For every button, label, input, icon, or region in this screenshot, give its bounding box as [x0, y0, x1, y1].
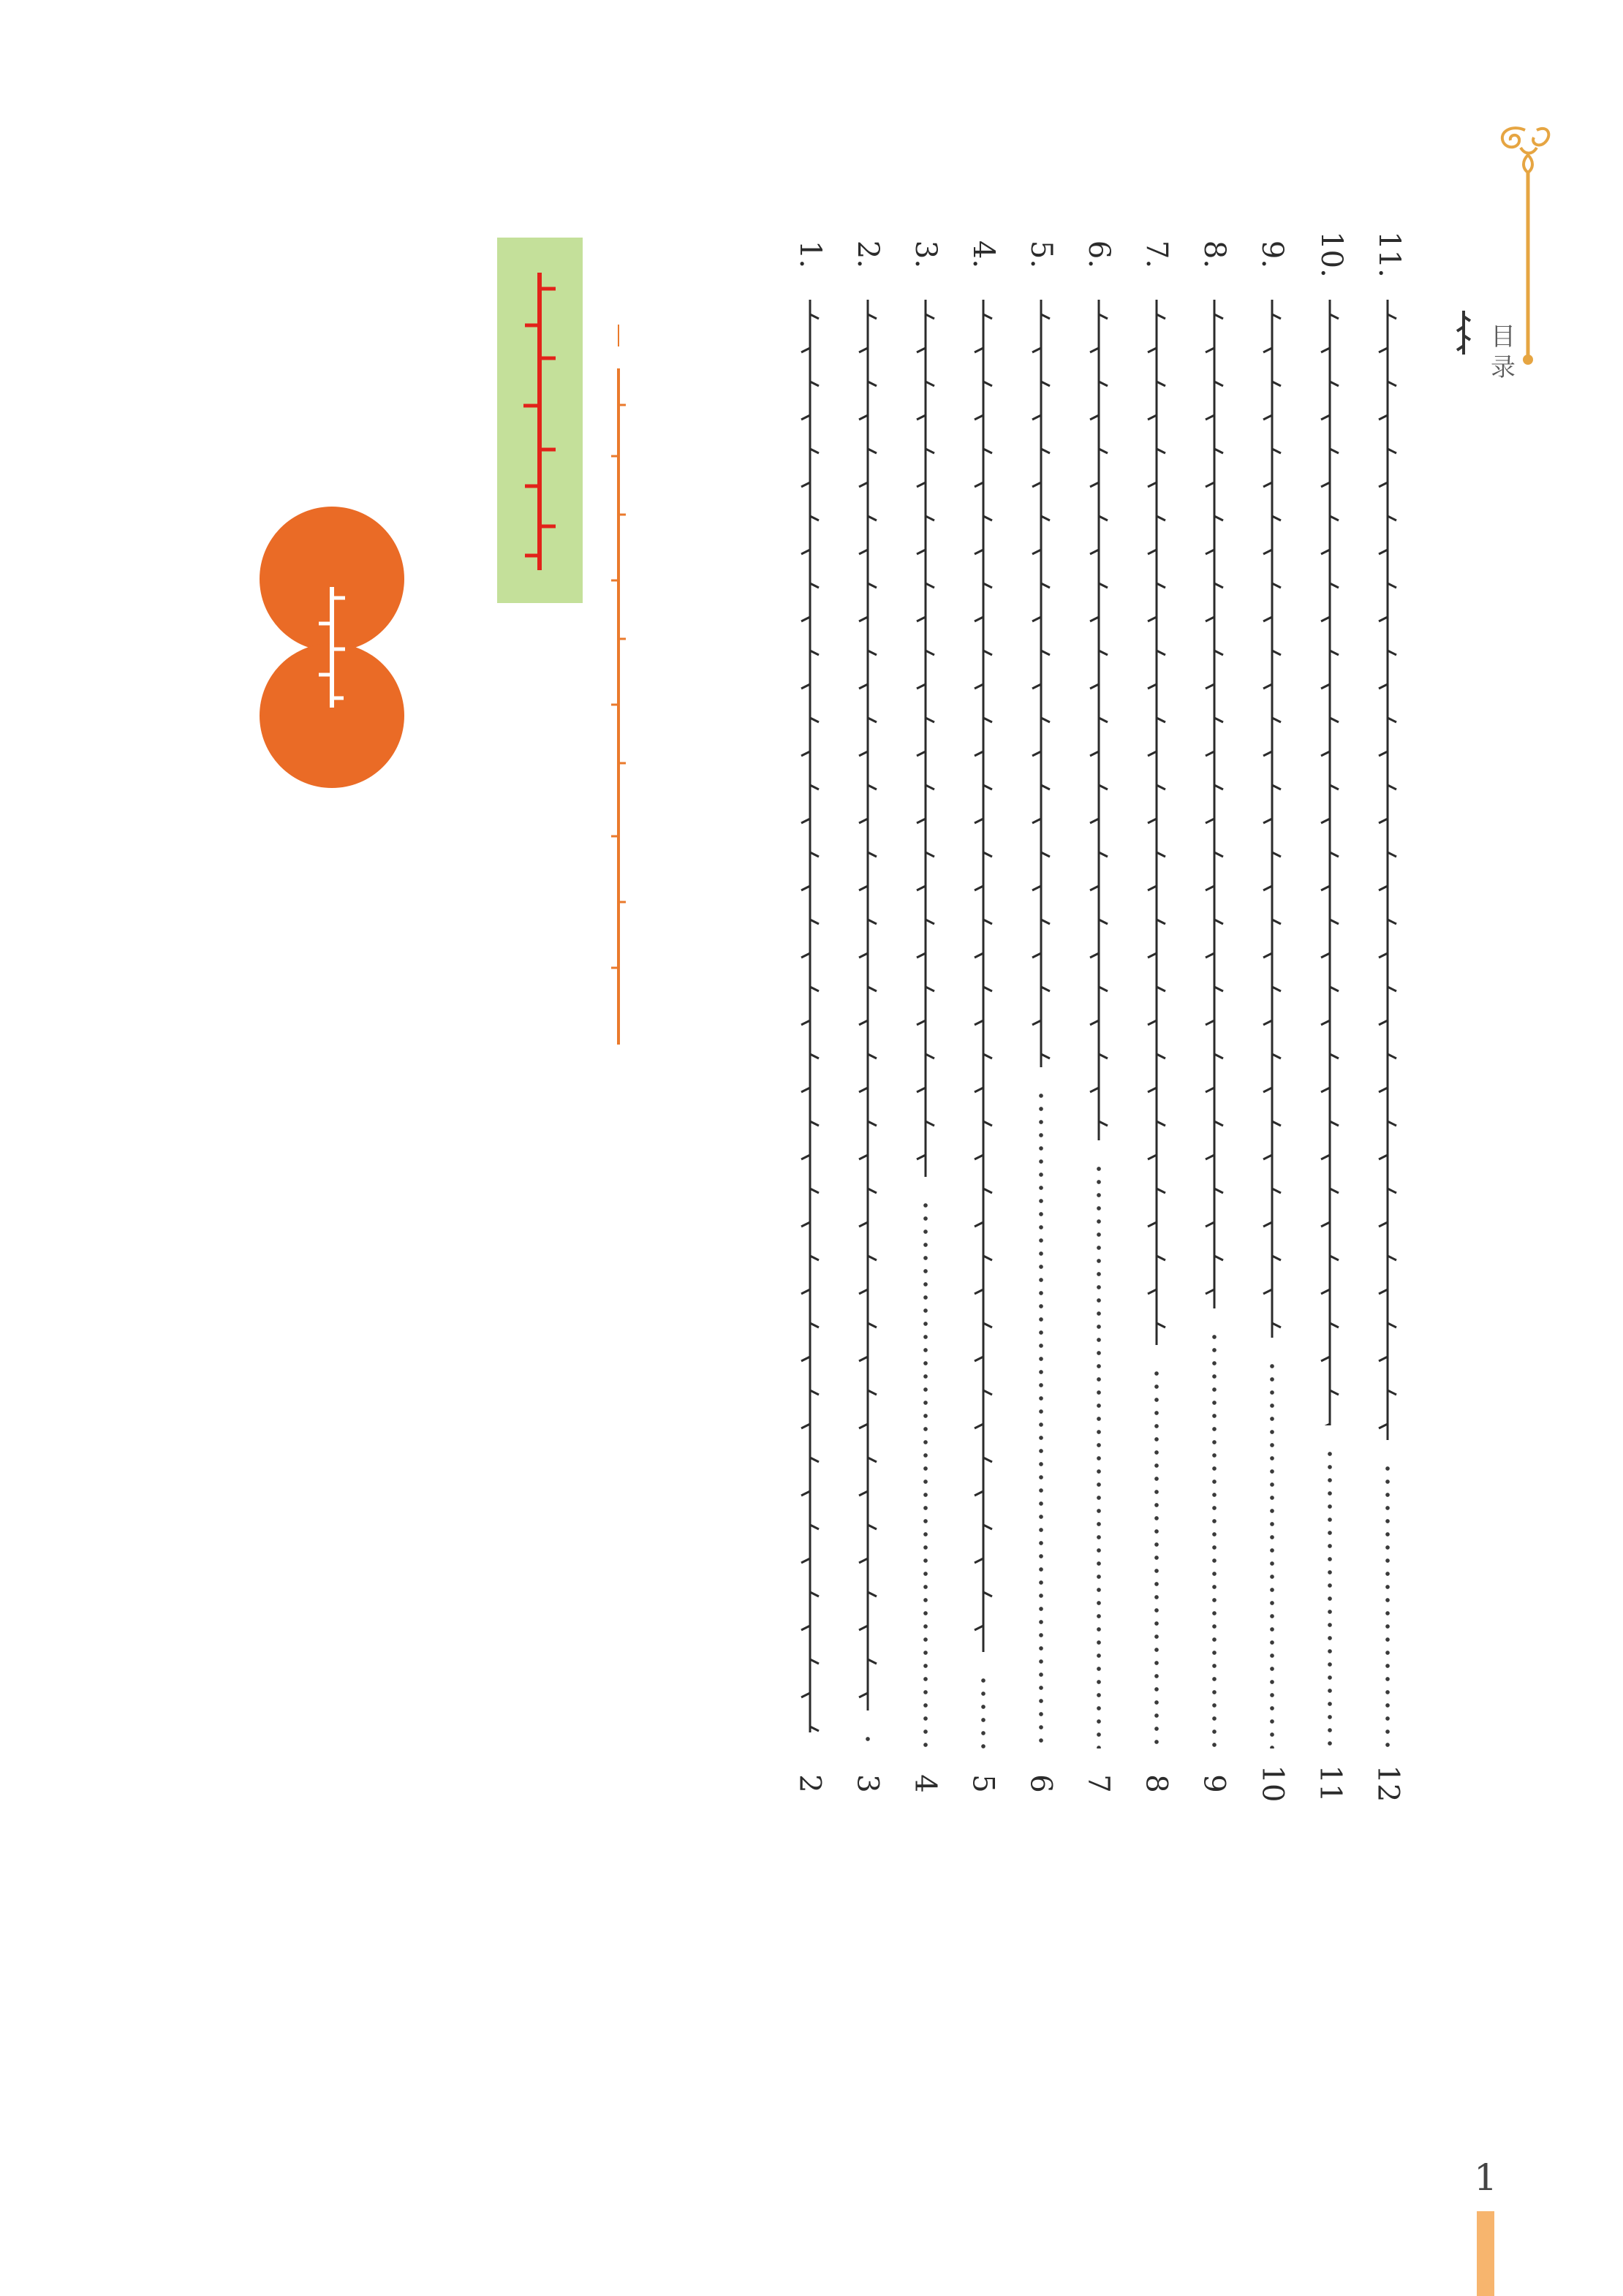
toc-entry-page-text: 12 [1371, 1765, 1404, 1803]
toc-entry-page-text: 5 [966, 1774, 1000, 1793]
toc-entry-number [1250, 240, 1294, 269]
toc-entry[interactable] [1192, 240, 1236, 2060]
toc-dot-leader [865, 1732, 871, 1748]
toc-entry-number-text: 1. [792, 240, 827, 269]
section-subtitle [605, 325, 632, 1048]
toc-entry-page-text: 6 [1024, 1774, 1058, 1793]
toc-entry[interactable] [788, 240, 832, 2060]
toc-entry-title [912, 300, 939, 1177]
toc-entry-number [904, 240, 947, 269]
toc-dot-leader [1154, 1367, 1159, 1748]
toc-entry-number-text: 3. [908, 240, 942, 269]
toc-entry-title [1317, 300, 1343, 1425]
toc-entry-title [797, 300, 823, 1732]
toc-entry-page [1366, 1765, 1410, 1803]
toc-entry-number [846, 240, 890, 269]
toc-entry-title [1259, 300, 1285, 1338]
toc-entry-title [970, 300, 996, 1652]
section-title-box [497, 238, 583, 603]
toc-entry-title [1086, 300, 1112, 1140]
toc-entry-page-text: 8 [1139, 1774, 1173, 1793]
page-edge-bar [1477, 2211, 1494, 2296]
toc-entry[interactable] [1250, 240, 1294, 2060]
toc-dot-leader [980, 1674, 986, 1748]
toc-dot-leader [1327, 1447, 1333, 1748]
toc-entry-number [1192, 240, 1236, 269]
toc-entry-page [1019, 1769, 1063, 1798]
toc-entry-title [1201, 300, 1227, 1308]
toc-entry[interactable] [846, 240, 890, 2060]
toc-entry[interactable] [1077, 240, 1121, 2060]
toc-heading: 目录 [1491, 322, 1516, 382]
toc-entry-number-text: 6. [1081, 240, 1116, 269]
toc-entry-page [904, 1769, 947, 1798]
toc-entry-number [961, 240, 1005, 269]
toc-entry-number [1077, 240, 1121, 269]
toc-entry-page-text: 10 [1255, 1765, 1289, 1803]
toc-entry[interactable] [1135, 240, 1179, 2060]
toc-entry-page-text: 11 [1313, 1765, 1347, 1803]
toc-entry-number-text: 5. [1024, 240, 1058, 269]
toc-entry[interactable] [1019, 240, 1063, 2060]
toc-entry-page-text: 2 [792, 1774, 827, 1793]
toc-entry-page-text: 7 [1081, 1774, 1116, 1793]
toc-entry-page [961, 1769, 1005, 1798]
toc-entry-number [788, 240, 832, 269]
toc-entry-number-text: 7. [1139, 240, 1173, 269]
toc-entry-page-text: 4 [908, 1774, 942, 1793]
toc-dot-leader [1096, 1162, 1102, 1748]
toc-entry-page-text: 9 [1197, 1774, 1231, 1793]
toc-entry-number [1019, 240, 1063, 269]
toc-entry-number-text: 2. [850, 240, 885, 269]
toc-dot-leader [923, 1199, 928, 1748]
circle-title-text [260, 507, 404, 788]
toc-entry-number-text: 8. [1197, 240, 1231, 269]
toc-dot-leader [1385, 1462, 1391, 1748]
toc-entry-number-text: 4. [966, 240, 1000, 269]
toc-entry[interactable] [961, 240, 1005, 2060]
toc-entry-number [1366, 231, 1410, 278]
toc-dot-leader [1038, 1089, 1044, 1748]
page-number: 1 [1474, 2156, 1497, 2199]
toc-entry-title [1374, 300, 1401, 1440]
toc-entry-page [846, 1769, 890, 1798]
toc-entry-page [1250, 1765, 1294, 1803]
toc-entry-page [788, 1769, 832, 1798]
toc-entry-number [1135, 240, 1179, 269]
toc-entry-number-text: 9. [1255, 240, 1289, 269]
toc-dot-leader [1269, 1360, 1275, 1748]
toc-entry-page [1308, 1765, 1352, 1803]
toc-entry-page-text: 3 [850, 1774, 885, 1793]
toc-entry-title [855, 300, 881, 1710]
toc-entry[interactable] [904, 240, 947, 2060]
toc-entry-page [1192, 1769, 1236, 1798]
toc-entry-number-text: 11. [1372, 231, 1406, 278]
toc-entry-title [1028, 300, 1054, 1067]
toc-entry-number-text: 10. [1314, 231, 1348, 278]
toc-entry-page [1135, 1769, 1179, 1798]
toc-heading-mongolian [1446, 307, 1481, 358]
title-circle-ornament [260, 507, 404, 788]
toc-entry[interactable] [1366, 231, 1410, 2060]
toc-dot-leader [1211, 1330, 1217, 1748]
toc-entry-page [1077, 1769, 1121, 1798]
toc-entry-number [1308, 231, 1352, 278]
toc-entry-title [1143, 300, 1170, 1345]
toc-entry[interactable] [1308, 231, 1352, 2060]
